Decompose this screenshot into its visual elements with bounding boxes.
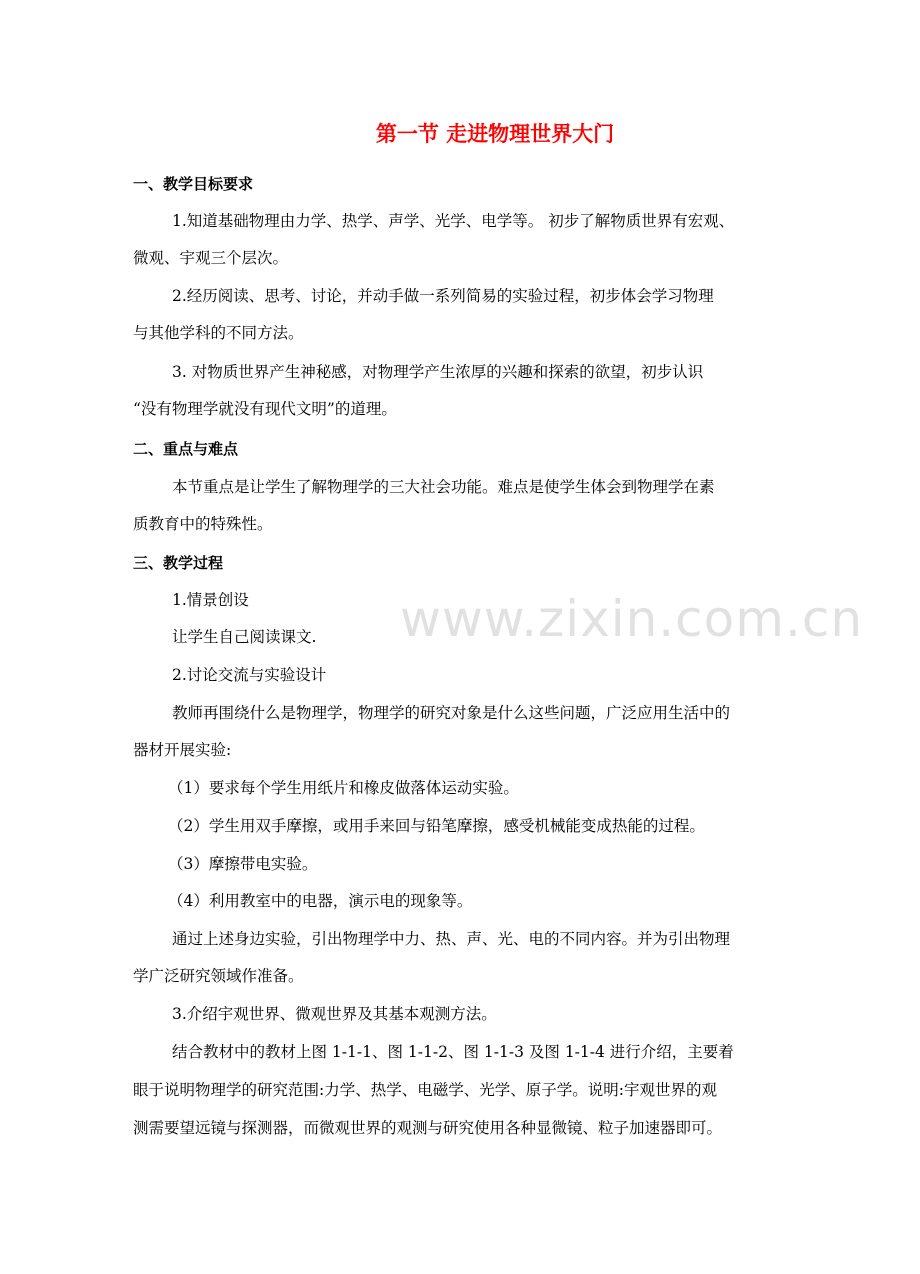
experiment-3: （3）摩擦带电实验。 [168, 855, 318, 873]
objective-2-line-1: 2.经历阅读、思考、讨论，并动手做一系列简易的实验过程，初步体会学习物理 [172, 287, 714, 305]
process-item-3-line-2: 眼于说明物理学的研究范围:力学、热学、电磁学、光学、原子学。说明:宇观世界的观 [133, 1081, 717, 1099]
objective-1-line-2: 微观、宇观三个层次。 [133, 249, 289, 267]
process-item-3-line-3: 测需要望远镜与探测器，而微观世界的观测与研究使用各种显微镜、粒子加速器即可。 [133, 1119, 723, 1137]
experiment-2: （2）学生用双手摩擦，或用手来回与铅笔摩擦，感受机械能变成热能的过程。 [168, 817, 705, 835]
objective-3-line-2: “没有物理学就没有现代文明”的道理。 [133, 400, 397, 418]
objective-1-line-1: 1.知道基础物理由力学、热学、声学、光学、电学等。 初步了解物质世界有宏观、 [172, 212, 735, 230]
section-heading-process: 三、教学过程 [133, 554, 224, 572]
process-item-3: 3.介绍宇观世界、微观世界及其基本观测方法。 [172, 1005, 497, 1023]
process-item-1: 1.情景创设 [172, 591, 249, 609]
summary-line-2: 学广泛研究领域作准备。 [133, 967, 304, 985]
experiment-1: （1）要求每个学生用纸片和橡皮做落体运动实验。 [168, 779, 519, 797]
key-points-line-1: 本节重点是让学生了解物理学的三大社会功能。难点是使学生体会到物理学在素 [172, 478, 715, 496]
process-item-1-text: 让学生自己阅读课文. [172, 628, 317, 646]
process-item-2-line-2: 器材开展实验: [133, 741, 232, 759]
watermark: www.zixin.com.cn [400, 590, 864, 648]
key-points-line-2: 质教育中的特殊性。 [133, 515, 273, 533]
process-item-2-line-1: 教师再围绕什么是物理学，物理学的研究对象是什么这些问题，广泛应用生活中的 [172, 704, 731, 722]
process-item-3-line-1: 结合教材中的教材上图 1-1-1、图 1-1-2、图 1-1-3 及图 1-1-4 进行介绍，主要着 [172, 1043, 734, 1061]
objective-2-line-2: 与其他学科的不同方法。 [133, 324, 304, 342]
process-item-2: 2.讨论交流与实验设计 [172, 666, 327, 684]
summary-line-1: 通过上述身边实验，引出物理学中力、热、声、光、电的不同内容。并为引出物理 [172, 930, 731, 948]
section-heading-key-points: 二、重点与难点 [133, 440, 239, 458]
objective-3-line-1: 3. 对物质世界产生神秘感，对物理学产生浓厚的兴趣和探索的欲望，初步认识 [172, 363, 704, 381]
experiment-4: （4）利用教室中的电器，演示电的现象等。 [168, 892, 473, 910]
document-title: 第一节 走进物理世界大门 [375, 121, 615, 146]
section-heading-objectives: 一、教学目标要求 [133, 175, 254, 193]
